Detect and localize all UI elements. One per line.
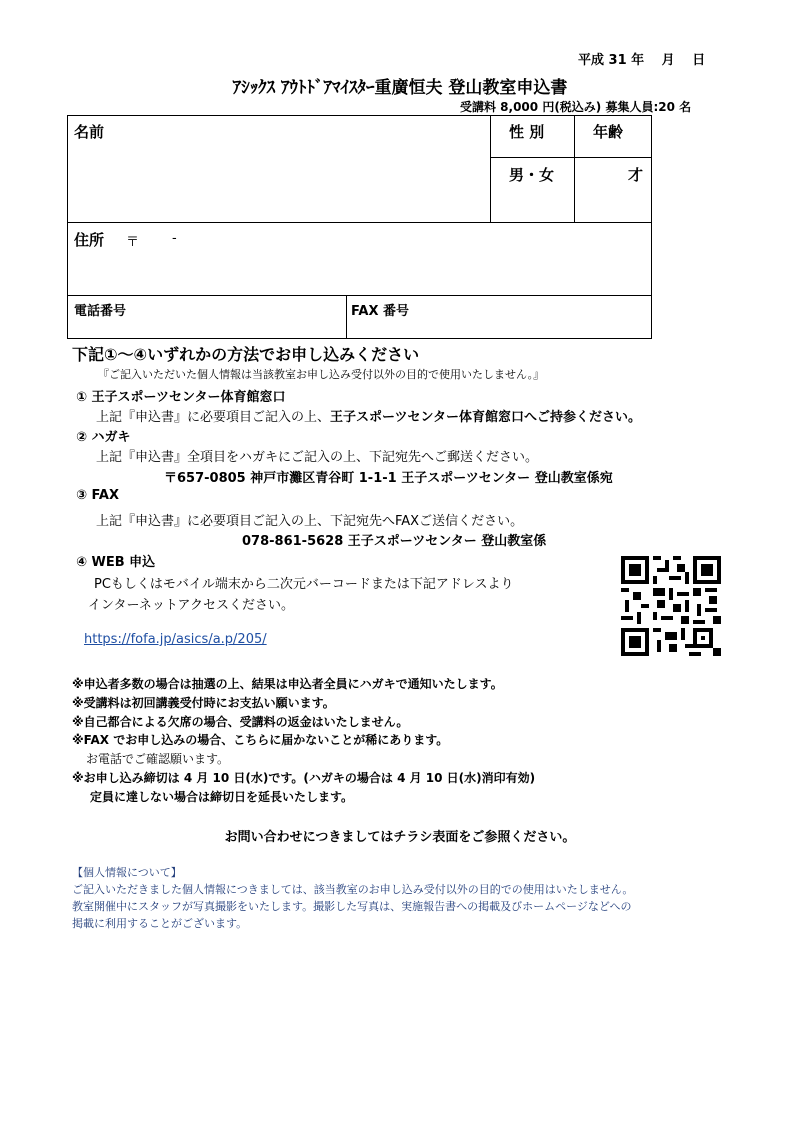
phone-field[interactable]	[67, 295, 347, 339]
postal-dash: -	[172, 231, 177, 246]
name-label: 名前	[74, 123, 105, 141]
note-item: お電話でご確認願います。	[86, 752, 230, 766]
method-1-text-a: 上記『申込書』に必要項目ご記入の上、	[96, 410, 331, 425]
postal-mark: 〒	[126, 235, 140, 250]
privacy-line: ご記入いただきました個人情報につきましては、該当教室のお申し込み受付以外の目的での使用はいたしません。	[72, 883, 634, 896]
privacy-note: 『ご記入いただいた個人情報は当該教室お申し込み受付以外の目的で使用いたしません。』	[98, 368, 545, 381]
note-item: ※受講料は初回講義受付時にお支払い願います。	[72, 696, 335, 710]
privacy-title: 【個人情報について】	[72, 866, 182, 879]
address-field[interactable]	[67, 222, 652, 296]
method-4-title: ④ WEB 申込	[76, 555, 156, 570]
address-label: 住所	[74, 231, 105, 249]
gender-value: 男・女	[509, 166, 555, 184]
method-3-title: ③ FAX	[76, 488, 120, 503]
fax-label: FAX 番号	[351, 304, 409, 319]
note-item: ※FAX でお申し込みの場合、こちらに届かないことが稀にあります。	[72, 733, 449, 747]
age-header	[574, 115, 652, 158]
gender-label: 性 別	[509, 123, 545, 141]
method-2-text: 上記『申込書』全項目をハガキにご記入の上、下記宛先へご郵送ください。	[96, 450, 539, 465]
note-item: 定員に達しない場合は締切日を延長いたします。	[90, 790, 354, 804]
fee-line: 受講料 8,000 円(税込み) 募集人員:20 名	[460, 100, 692, 114]
method-3-fax-number: 078-861-5628 王子スポーツセンター 登山教室係	[242, 534, 547, 549]
methods-heading: 下記①～④いずれかの方法でお申し込みください	[72, 345, 420, 364]
web-application-link[interactable]: https://fofa.jp/asics/a.p/205/	[84, 632, 267, 647]
method-4-text-2: インターネットアクセスください。	[88, 598, 295, 613]
age-label: 年齢	[593, 123, 624, 141]
note-item: ※自己都合による欠席の場合、受講料の返金はいたしません。	[72, 715, 409, 729]
gender-field[interactable]	[490, 157, 575, 223]
method-1-text	[96, 406, 641, 425]
page-title: ｱｼｯｸｽ ｱｳﾄﾄﾞｱﾏｲｽﾀｰ重廣恒夫 登山教室申込書	[232, 78, 568, 98]
qr-code-icon[interactable]	[621, 556, 721, 656]
age-field[interactable]	[574, 157, 652, 223]
note-item: ※申込者多数の場合は抽選の上、結果は申込者全員にハガキで通知いたします。	[72, 677, 503, 691]
age-unit: 才	[627, 166, 643, 184]
method-2-title: ② ハガキ	[76, 430, 131, 445]
name-field[interactable]	[67, 115, 491, 223]
privacy-line: 掲載に利用することがございます。	[72, 917, 248, 930]
inquiry-line: お問い合わせにつきましてはチラシ表面をご参照ください。	[224, 830, 576, 845]
method-3-text: 上記『申込書』に必要項目ご記入の上、下記宛先へFAXご送信ください。	[96, 514, 524, 529]
method-2-address: 〒657-0805 神戸市灘区青谷町 1-1-1 王子スポーツセンター 登山教室係宛	[164, 471, 613, 486]
phone-label: 電話番号	[74, 304, 127, 319]
fax-field[interactable]	[346, 295, 652, 339]
privacy-line: 教室開催中にスタッフが写真撮影をいたします。撮影した写真は、実施報告書への掲載及びホームページなどへの	[72, 900, 632, 913]
gender-header	[490, 115, 575, 158]
method-1-text-b: 王子スポーツセンター体育館窓口へご持参ください。	[330, 410, 641, 425]
note-item: ※お申し込み締切は 4 月 10 日(水)です。(ハガキの場合は 4 月 10 日(水)消印有効)	[72, 771, 536, 785]
method-4-text-1: PCもしくはモバイル端末から二次元バーコードまたは下記アドレスより	[94, 577, 514, 592]
date-line: 平成 31 年 月 日	[578, 53, 706, 68]
method-1-title: ① 王子スポーツセンター体育館窓口	[76, 390, 286, 405]
